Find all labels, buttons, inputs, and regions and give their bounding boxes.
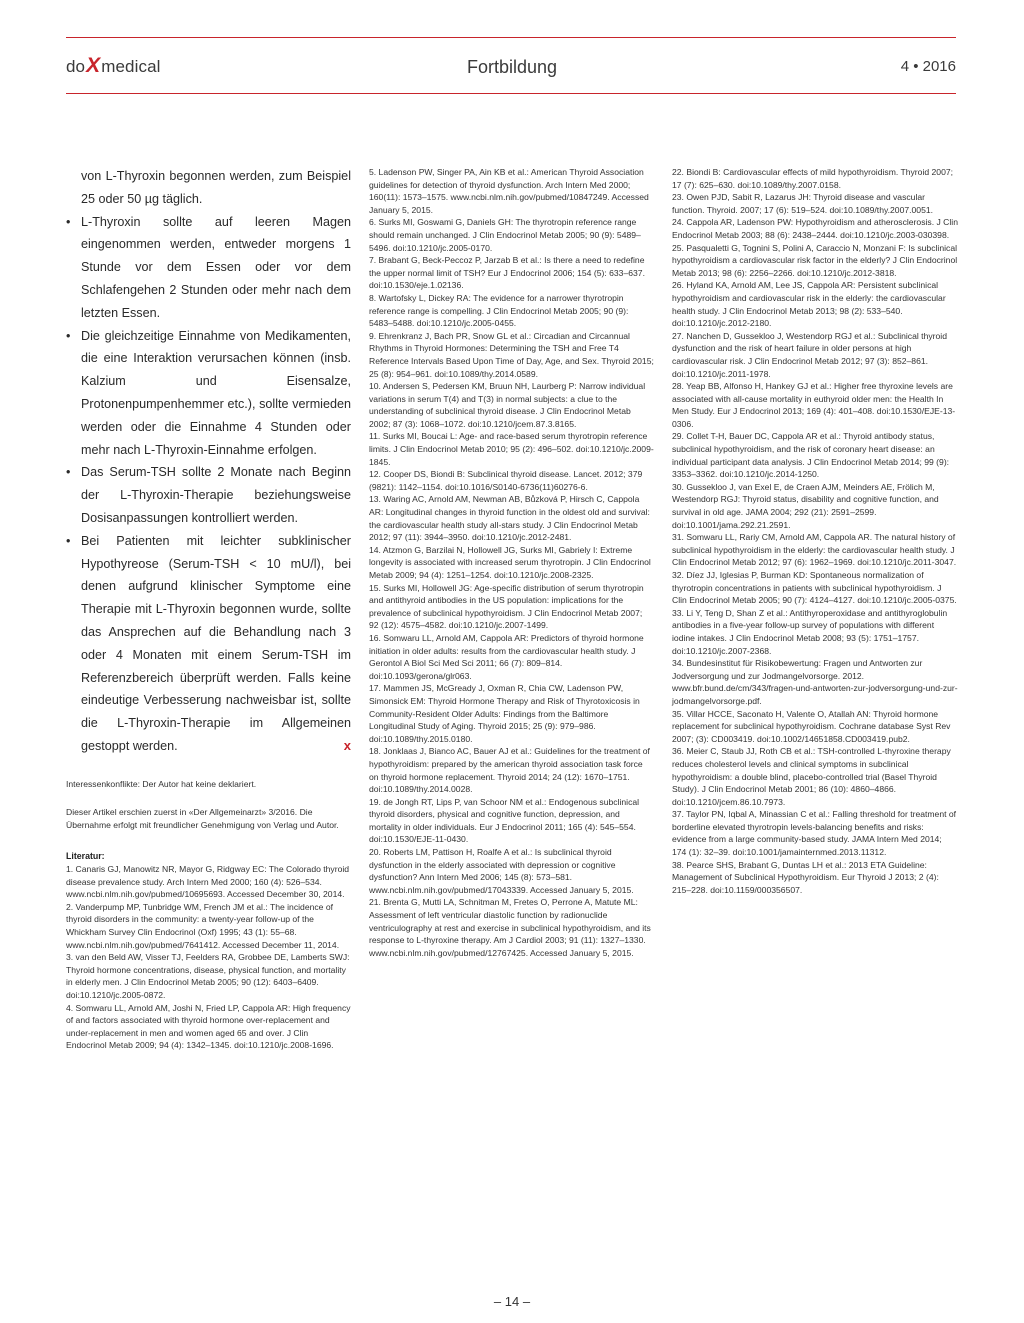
reference-item: 13. Waring AC, Arnold AM, Newman AB, Bůzková P, Hirsch C, Cappola AR: Longitudinal changes in thyroid function in the oldest old and survival: the cardiovascular health study all-stars study. J Clin Endocrinol Metab 2012; 97 (11): 3944–3950. doi:10.1210/jc.2012-2481.	[369, 494, 650, 543]
recommendation-list	[66, 211, 351, 758]
reference-item: 27. Nanchen D, Gussekloo J, Westendorp RGJ et al.: Subclinical thyroid dysfunction and the risk of heart failure in older persons at high cardiovascular risk. J Clin Endocrinol Metab 2012; 97 (3): 852–861. doi:10.1210/jc.2011-1978.	[672, 330, 947, 379]
list-item: • Die gleichzeitige Einnahme von Medikamenten, die eine Interaktion verursachen können (insb. Kalzium und Eisensalze, Protonenpumpenhemmer etc.), sollte vermieden werden oder die Einnahme 4 Stunden oder mehr nach L-Thyroxin-Einnahme erfolgen.	[66, 325, 351, 462]
reference-list-col3	[672, 166, 958, 896]
article-body	[66, 165, 351, 758]
reference-item: 28. Yeap BB, Alfonso H, Hankey GJ et al.: Higher free thyroxine levels are associated with all-cause mortality in euthyroid older men: the Health In Men Study. Eur J Endocrinol 2013; 169 (4): 401–408. doi:10.1530/EJE-13-0306.	[672, 381, 956, 429]
reference-item: 12. Cooper DS, Biondi B: Subclinical thyroid disease. Lancet. 2012; 379 (9821): 1142–1154. doi:10.1016/S0140-6736(11)60276-6.	[369, 469, 643, 492]
reference-item: 18. Jonklaas J, Bianco AC, Bauer AJ et al.: Guidelines for the treatment of hypothyroidism: prepared by the american thyroid association task force on thyroid hormone replacement. Thyroid 2014; 24 (12): 1670–1751. doi:10.1089/thy.2014.0028.	[369, 746, 650, 795]
reference-item: 36. Meier C, Staub JJ, Roth CB et al.: TSH-controlled L-thyroxine therapy reduces cholesterol levels and clinical symptoms in subclinical hypothyroidism: a double blind, placebo-controlled trial (Basel Thyroid Study). J Clin Endocrinol Metab 2001; 86 (10): 4860–4866. doi:10.1210/jcem.86.10.7973.	[672, 746, 951, 807]
reference-item: 21. Brenta G, Mutti LA, Schnitman M, Fretes O, Perrone A, Matute ML: Assessment of left ventricular diastolic function by radionuclide ventriculography at rest and exercise in subclinical hypothyroidism, and its response to L-thyroxine therapy. Am J Cardiol 2003; 91 (11): 1327–1330. www.ncbi.nlm.nih.gov/pubmed/12767425. Accessed January 5, 2015.	[369, 897, 651, 958]
conflict-of-interest-note: Interessenkonflikte: Der Autor hat keine deklariert.	[66, 779, 257, 789]
reference-item: 1. Canaris GJ, Manowitz NR, Mayor G, Ridgway EC: The Colorado thyroid disease prevalence study. Arch Intern Med 2000; 160 (4): 526–534. www.ncbi.nlm.nih.gov/pubmed/10695693. Accessed December 30, 2014.	[66, 864, 350, 900]
reference-item: 10. Andersen S, Pedersen KM, Bruun NH, Laurberg P: Narrow individual variations in serum T(4) and T(3) in normal subjects: a clue to the understanding of subclinical thyroid disease. J Clin Endocrinol Metab 2002; 87 (3): 1068–1072. doi:10.1210/jcem.87.3.8165.	[369, 381, 646, 429]
reference-list-col1	[66, 863, 351, 1052]
article-end-icon: x	[343, 737, 351, 753]
reference-item: 38. Pearce SHS, Brabant G, Duntas LH et al.: 2013 ETA Guideline: Management of Subclinical Hypothyroidism. Eur Thyroid J 2013; 2 (4): 215–228. doi:10.1159/000356507.	[672, 859, 939, 895]
literature-heading: Literatur:	[66, 851, 105, 861]
logo-x-mark: X	[86, 54, 101, 77]
reference-item: 6. Surks MI, Goswami G, Daniels GH: The thyrotropin reference range should remain unchanged. J Clin Endocrinol Metab 2005; 90 (9): 5489–5496. doi:10.1210/jc.2005-0170.	[369, 217, 641, 253]
list-item-text: Bei Patienten mit leichter subklinischer Hypothyreose (Serum-TSH < 10 mU/l), bei denen aufgrund klinischer Symptome eine Therapie mit L-Thyroxin begonnen wurde, sollte das Ansprechen auf die Behandlung nach 3 oder 4 Monaten mit einem Serum-TSH im Referenzbereich überprüft werden. Falls keine eindeutige Verbesserung nachweisbar ist, sollte die L-Thyroxin-Therapie im Allgemeinen gestoppt werden.	[81, 533, 351, 753]
reference-item: 7. Brabant G, Beck-Peccoz P, Jarzab B et al.: Is there a need to redefine the upper normal limit of TSH? Eur J Endocrinol 2006; 154 (5): 633–637. doi:10.1530/eje.1.02136.	[369, 255, 645, 291]
reference-item: 31. Somwaru LL, Rariy CM, Arnold AM, Cappola AR. The natural history of subclinical hypothyroidism in the elderly: the cardiovascular health study. J Clin Endocrinol Metab 2012; 97 (6): 1962–1969. doi:10.1210/jc.2011-3047.	[672, 532, 957, 568]
origin-note: Dieser Artikel erschien zuerst in «Der Allgemeinarzt» 3/2016. Die Übernahme erfolgt mit freundlicher Genehmigung von Verlag und Autor.	[66, 807, 339, 830]
reference-item: 5. Ladenson PW, Singer PA, Ain KB et al.: American Thyroid Association guidelines for detection of thyroid dysfunction. Arch Intern Med 2000; 160(11): 1573–1575. www.ncbi.nlm.nih.gov/pubmed/10847249. Accessed January 5, 2015.	[369, 167, 649, 215]
reference-item: 16. Somwaru LL, Arnold AM, Cappola AR: Predictors of thyroid hormone initiation in older adults: results from the cardiovascular health study. J Gerontol A Biol Sci Med Sci 2011; 66 (7): 809–814. doi:10.1093/gerona/glr063.	[369, 632, 644, 681]
reference-item: 34. Bundesinstitut für Risikobewertung: Fragen und Antworten zur Jodversorgung und zur Jodmangelvorsorge. 2012. www.bfr.bund.de/cm/343/fragen-und-antworten-zur-jodversorgung-und-zur-jodmangelvorsorge.pdf.	[672, 658, 958, 706]
page-number: – 14 –	[493, 1294, 531, 1309]
reference-item: 25. Pasqualetti G, Tognini S, Polini A, Caraccio N, Monzani F: Is subclinical hypothyroidism a cardiovascular risk factor in the elderly? J Clin Endocrinol Metab 2013; 98 (6): 2256–2266. doi:10.1210/jc.2012-3818.	[672, 242, 958, 278]
reference-item: 32. Díez JJ, Iglesias P, Burman KD: Spontaneous normalization of thyrotropin concentrations in patients with subclinical hypothyroidism. J Clin Endocrinol Metab 2005; 90 (7): 4124–4127. doi:10.1210/jc.2005-0375.	[672, 570, 957, 606]
reference-item: 15. Surks MI, Hollowell JG: Age-specific distribution of serum thyrotropin and antithyroid antibodies in the US population: implications for the prevalence of subclinical hypothyroidism. J Clin Endocrinol Metab 2007; 92 (12): 4575–4582. doi:10.1210/jc.2007-1499.	[369, 582, 644, 631]
list-item: • L-Thyroxin sollte auf leeren Magen eingenommen werden, entweder morgens 1 Stunde vor dem Essen oder vor dem Schlafengehen 2 Stunden oder mehr nach dem letzten Essen.	[66, 211, 351, 325]
header-bottom-rule	[66, 93, 956, 94]
reference-item: 9. Ehrenkranz J, Bach PR, Snow GL et al.: Circadian and Circannual Rhythms in Thyroid Hormones: Determining the TSH and Free T4 Reference Intervals Based Upon Time of Day, Age, and Sex. Thyroid 2015; 25 (8): 954–961. doi:10.1089/thy.2014.0589.	[369, 330, 654, 379]
reference-item: 2. Vanderpump MP, Tunbridge WM, French JM et al.: The incidence of thyroid disorders in the community: a twenty-year follow-up of the Whickham Survey Clin Endocrinol (Oxf) 1995; 43 (1): 55–68. www.ncbi.nlm.nih.gov/pubmed/7641412. Accessed December 11, 2014.	[66, 901, 340, 950]
list-item	[66, 530, 351, 758]
reference-item: 29. Collet T-H, Bauer DC, Cappola AR et al.: Thyroid antibody status, subclinical hypothyroidism, and the risk of coronary heart disease: an individual participant data analysis. J Clin Endocrinol Metab 2014; 99 (9): 3353–3362. doi:10.1210/jc.2014-1250.	[672, 431, 950, 480]
reference-list-col2	[369, 166, 654, 959]
reference-item: 30. Gussekloo J, van Exel E, de Craen AJM, Meinders AE, Frölich M, Westendorp RGJ: Thyroid status, disability and cognitive function, and survival in old age. JAMA 2004; 292 (21): 2591–2599. doi:10.1001/jama.292.21.2591.	[672, 481, 939, 530]
logo-text-left: do	[66, 57, 86, 76]
section-title: Fortbildung	[466, 57, 558, 77]
reference-item: 37. Taylor PN, Iqbal A, Minassian C et al.: Falling threshold for treatment of borderline elevated thyrotropin levels-balancing benefits and risks: evidence from a large community-based study. JAMA Intern Med 2014; 174 (1): 32–39. doi:10.1001/jamainternmed.2013.11312.	[672, 809, 957, 858]
reference-item: 33. Li Y, Teng D, Shan Z et al.: Antithyroperoxidase and antithyroglobulin antibodies in a five-year follow-up survey of populations with different iodine intakes. J Clin Endocrinol Metab 2008; 93 (5): 1751–1757. doi:10.1210/jc.2007-2368.	[672, 607, 948, 656]
intro-paragraph: von L-Thyroxin begonnen werden, zum Beispiel 25 oder 50 µg täglich.	[81, 169, 351, 206]
reference-item: 8. Wartofsky L, Dickey RA: The evidence for a narrower thyrotropin reference range is compelling. J Clin Endocrinol Metab 2005; 90 (9): 5483–5488. doi:10.1210/jc.2005-0455.	[369, 292, 629, 329]
reference-item: 24. Cappola AR, Ladenson PW: Hypothyroidism and atherosclerosis. J Clin Endocrinol Metab 2003; 88 (6): 2438–2444. doi:10.1210/jc.2003-030398.	[672, 217, 958, 240]
reference-item: 20. Roberts LM, Pattison H, Roalfe A et al.: Is subclinical thyroid dysfunction in the elderly associated with depression or cognitive dysfunction? Ann Intern Med 2006; 145 (8): 573–581. www.ncbi.nlm.nih.gov/pubmed/17043339. Accessed January 5, 2015.	[369, 847, 634, 895]
issue-number: 4 • 2016	[900, 58, 956, 75]
list-item: • Das Serum-TSH sollte 2 Monate nach Beginn der L-Thyroxin-Therapie beziehungsweise Dosisanpassungen kontrolliert werden.	[66, 461, 351, 529]
reference-item: 14. Atzmon G, Barzilai N, Hollowell JG, Surks MI, Gabriely I: Extreme longevity is associated with increased serum thyrotropin. J Clin Endocrinol Metab 2009; 94 (4): 1251–1254. doi:10.1210/jc.2008-2325.	[369, 544, 651, 580]
reference-item: 17. Mammen JS, McGready J, Oxman R, Chia CW, Ladenson PW, Simonsick EM: Thyroid Hormone Therapy and Risk of Thyrotoxicosis in Community-Resident Older Adults: Findings from the Baltimore Longitudinal Study of Aging. Thyroid 2015; 25 (9): 979–986. doi:10.1089/thy.2015.0180.	[369, 683, 640, 744]
reference-item: 4. Somwaru LL, Arnold AM, Joshi N, Fried LP, Cappola AR: High frequency of and factors associated with thyroid hormone over-replacement and under-replacement in men and women aged 65 and over. J Clin Endocrinol Metab 2009; 94 (4): 1342–1345. doi:10.1210/jc.2008-1696.	[66, 1002, 351, 1051]
reference-item: 11. Surks MI, Boucai L: Age- and race-based serum thyrotropin reference limits. J Clin Endocrinol Metab 2010; 95 (2): 496–502. doi:10.1210/jc.2009-1845.	[369, 431, 654, 467]
reference-item: 3. van den Beld AW, Visser TJ, Feelders RA, Grobbee DE, Lamberts SWJ: Thyroid hormone concentrations, disease, physical function, and mortality in elderly men. J Clin Endocrinol Metab 2005; 90 (12): 6403–6409. doi:10.1210/jc.2005-0872.	[66, 952, 350, 1000]
reference-item: 23. Owen PJD, Sabit R, Lazarus JH: Thyroid disease and vascular function. Thyroid. 2007; 17 (6): 519–524. doi:10.1089/thy.2007.0051.	[672, 192, 934, 215]
reference-item: 19. de Jongh RT, Lips P, van Schoor NM et al.: Endogenous subclinical thyroid disorders, physical and cognitive function, depression, and mortality in older individuals. Eur J Endocrinol 2011; 165 (4): 545–554. doi:10.1530/EJE-11-0430.	[369, 796, 640, 845]
logo-text-right: medical	[101, 57, 161, 76]
reference-item: 35. Villar HCCE, Saconato H, Valente O, Atallah AN: Thyroid hormone replacement for subclinical hypothyroidism. Cochrane database Syst Rev 2007; (3): CD003419. doi:10.1002/14651858.CD003419.pub2.	[672, 708, 951, 744]
header-top-rule	[66, 37, 956, 38]
reference-item: 26. Hyland KA, Arnold AM, Lee JS, Cappola AR: Persistent subclinical hypothyroidism and cardiovascular risk in the elderly: the cardiovascular health study. J Clin Endocrinol Metab 2013; 98 (2): 533–540. doi:10.1210/jc.2012-2180.	[672, 280, 946, 329]
reference-item: 22. Biondi B: Cardiovascular effects of mild hypothyroidism. Thyroid 2007; 17 (7): 625–630. doi:10.1089/thy.2007.0158.	[672, 167, 954, 190]
